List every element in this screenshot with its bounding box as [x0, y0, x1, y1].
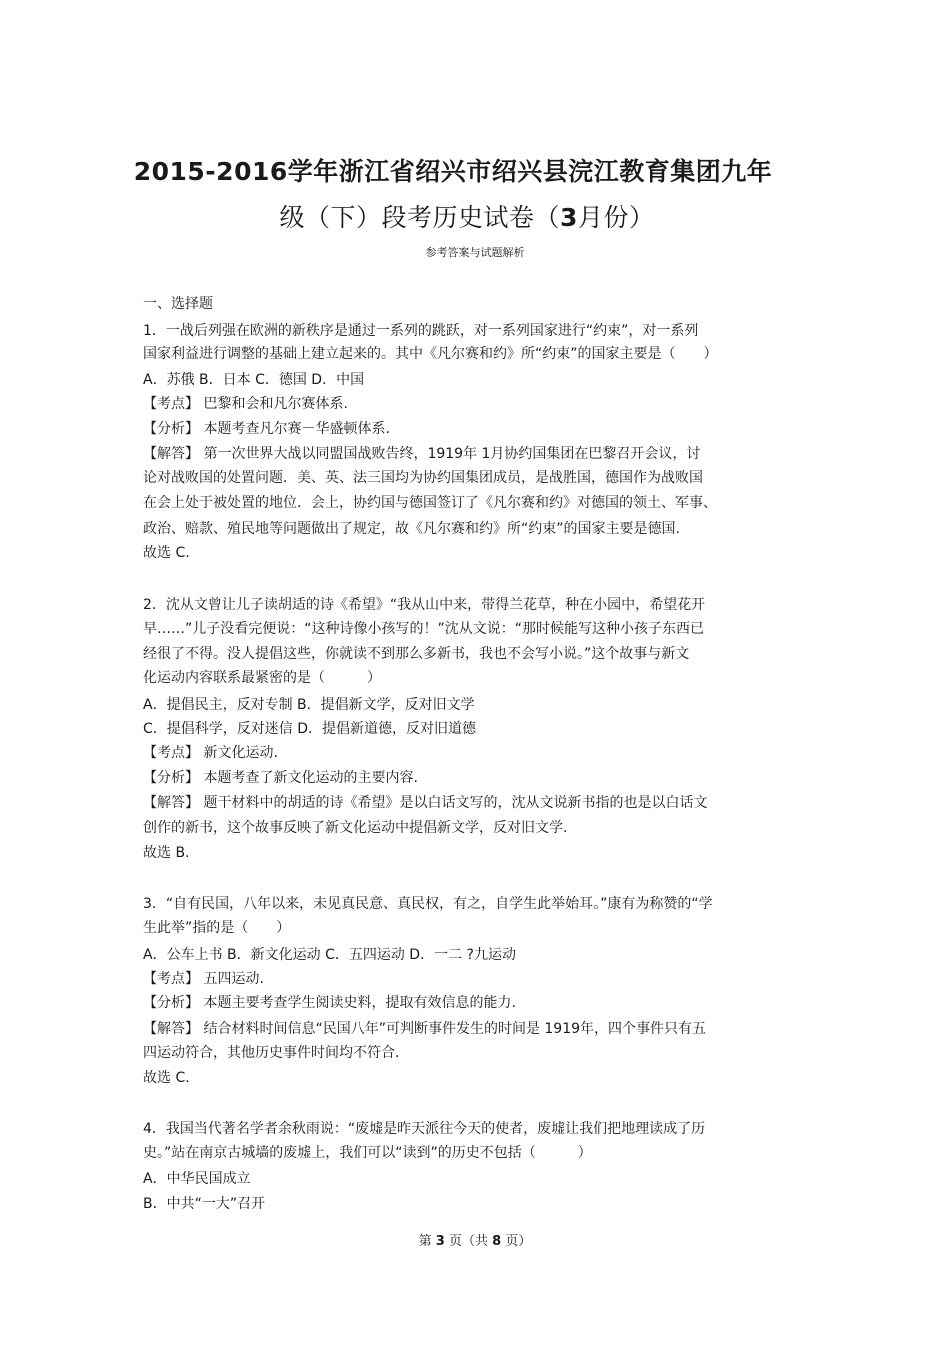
text-line: 化运动内容联系最紧密的是（ ）: [143, 670, 381, 686]
answer-option: A．中华民国成立: [143, 1171, 251, 1187]
text-line: 2．沈从文曾让儿子读胡适的诗《希望》“我从山中来，带得兰花草，种在小园中，希望花开: [143, 597, 706, 613]
footer-text: 第: [418, 1234, 432, 1249]
text-line: 1．一战后列强在欧洲的新秩序是通过一系列的跳跃，对一系列国家进行“约束”，对一系列: [143, 323, 699, 339]
text-line: 4．我国当代著名学者余秋雨说：“废墟是昨天派往今天的使者，废墟让我们把地理读成了历: [143, 1121, 706, 1137]
text-line: 故选 B.: [143, 845, 190, 861]
page-title-line-1: 2015-2016学年浙江省绍兴市绍兴县浣江教育集团九年: [133, 157, 773, 186]
text-line: 【分析】 本题考查凡尔赛－华盛顿体系.: [143, 421, 390, 437]
answer-options: A．苏俄 B．日本 C．德国 D．中国: [143, 372, 365, 388]
text-line: 【解答】 第一次世界大战以同盟国战败告终，1919年 1月协约国集团在巴黎召开会议，讨: [143, 446, 701, 462]
text-line: 四运动符合，其他历史事件时间均不符合.: [143, 1045, 400, 1061]
text-line: 早……”儿子没看完便说：“这种诗像小孩写的！”沈从文说：“那时候能写这种小孩子东西已: [143, 621, 705, 637]
text-line: 论对战败国的处置问题．美、英、法三国均为协约国集团成员，是战胜国，德国作为战败国: [143, 470, 703, 486]
text-line: 故选 C.: [143, 1070, 190, 1086]
text-line: 【分析】 本题考查了新文化运动的主要内容.: [143, 770, 418, 786]
page-title-line-2: [0, 198, 942, 234]
text-line: 【解答】 结合材料时间信息“民国八年”可判断事件发生的时间是 1919年，四个事件只有五: [143, 1021, 707, 1037]
text-line: 在会上处于被处置的地位．会上，协约国与德国签订了《凡尔赛和约》对德国的领土、军事、: [143, 495, 717, 511]
page-number: 3: [435, 1234, 445, 1249]
text-line: 【考点】 巴黎和会和凡尔赛体系.: [143, 396, 348, 412]
answer-options: A．公车上书 B．新文化运动 C．五四运动 D．一二 ?九运动: [143, 947, 516, 963]
text-line: 【解答】 题干材料中的胡适的诗《希望》是以白话文写的，沈从文说新书指的也是以白话文: [143, 795, 708, 811]
answer-options: A．提倡民主，反对专制 B．提倡新文学，反对旧文学: [143, 697, 475, 713]
text-line: 【考点】 新文化运动.: [143, 745, 278, 761]
text-line: 创作的新书，这个故事反映了新文化运动中提倡新文学，反对旧文学.: [143, 820, 568, 836]
title-part: 月份）: [577, 203, 655, 232]
text-line: 故选 C.: [143, 545, 190, 561]
page-footer: [0, 1230, 950, 1249]
footer-text: 页）: [505, 1234, 532, 1249]
footer-text: 页（共: [448, 1234, 488, 1249]
title-month: 3: [560, 203, 578, 232]
answer-option: B．中共“一大”召开: [143, 1196, 266, 1212]
text-line: 生此举”指的是（ ）: [143, 920, 291, 936]
page-total: 8: [492, 1234, 502, 1249]
text-line: 国家利益进行调整的基础上建立起来的。其中《凡尔赛和约》所“约束”的国家主要是（ ）: [143, 346, 718, 362]
text-line: 【分析】 本题主要考查学生阅读史料，提取有效信息的能力.: [143, 995, 516, 1011]
text-line: 史。”站在南京古城墙的废墟上，我们可以“读到”的历史不包括（ ）: [143, 1145, 592, 1161]
text-line: 政治、赔款、殖民地等问题做出了规定，故《凡尔赛和约》所“约束”的国家主要是德国.: [143, 521, 680, 537]
text-line: 经很了不得。没人提倡这些，你就读不到那么多新书，我也不会写小说。”这个故事与新文: [143, 646, 690, 662]
text-line: 【考点】 五四运动.: [143, 971, 264, 987]
text-line: 3．“自有民国，八年以来，未见真民意、真民权，有之，自学生此举始耳。”康有为称赞的“学: [143, 896, 713, 912]
section-heading: 一、选择题: [143, 296, 213, 312]
subtitle: 参考答案与试题解析: [425, 246, 525, 259]
title-part: 级（下）段考历史试卷（: [279, 203, 561, 232]
answer-options: C．提倡科学，反对迷信 D．提倡新道德，反对旧道德: [143, 721, 477, 737]
